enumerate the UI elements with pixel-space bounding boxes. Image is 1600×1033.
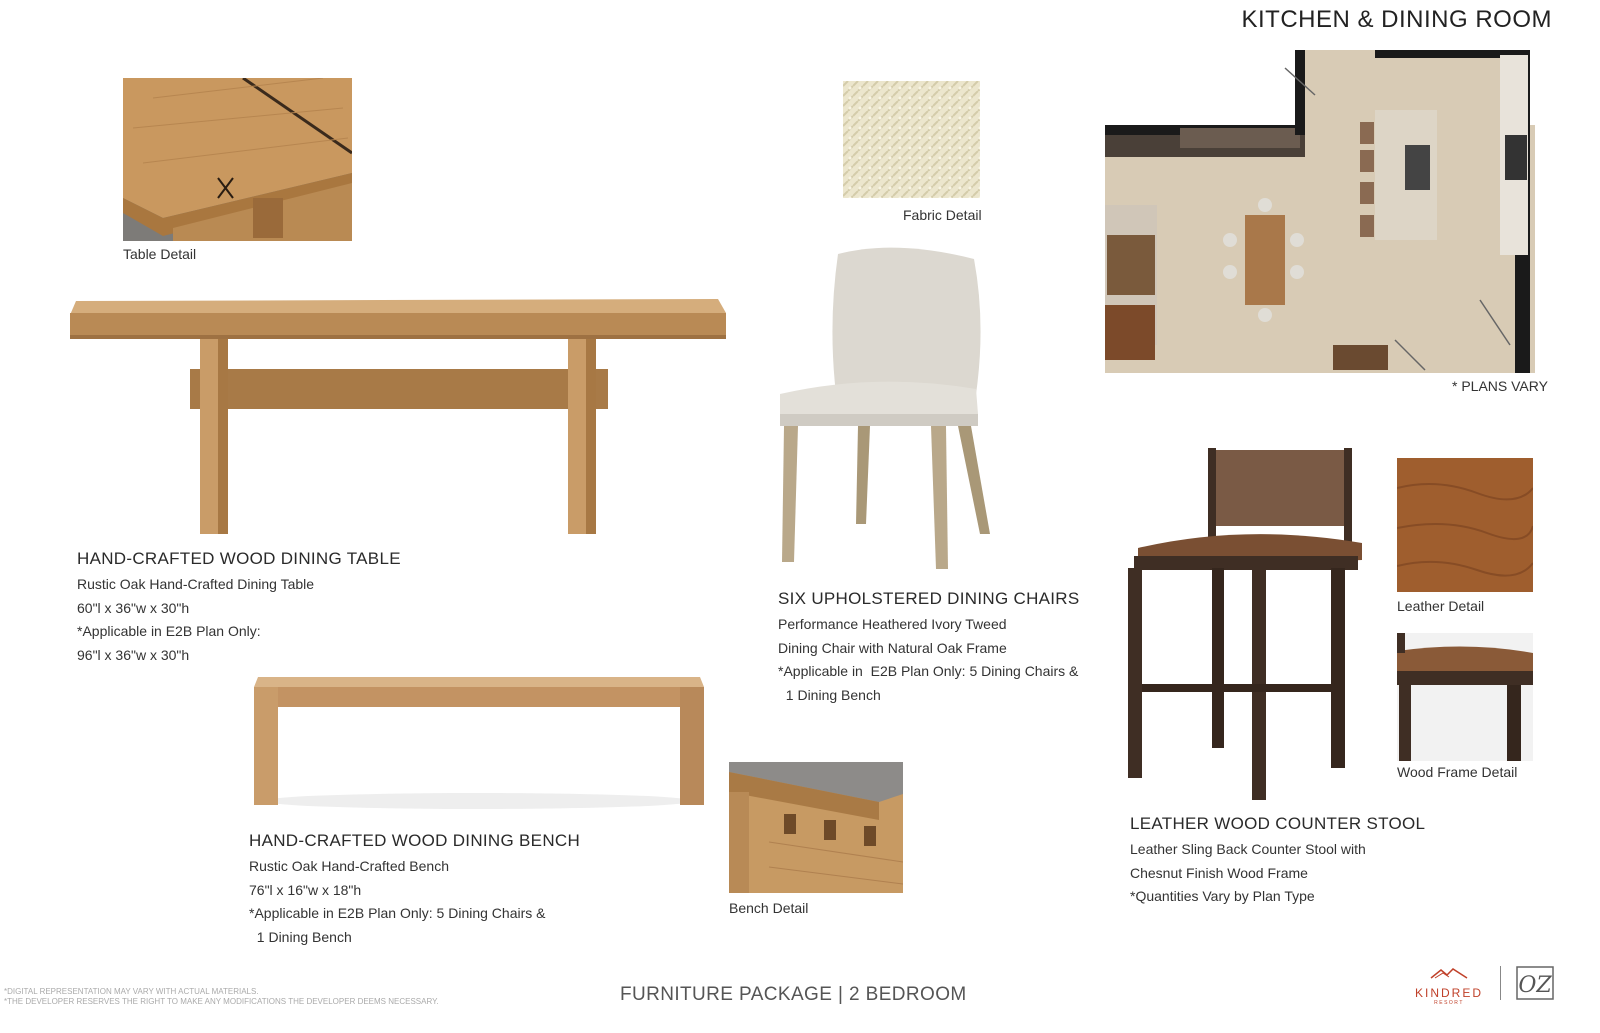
chairs-line: 1 Dining Bench [778,686,881,703]
wood-frame-detail-caption: Wood Frame Detail [1397,764,1518,780]
oz-wordmark: OZ [1518,973,1552,998]
bench-heading: HAND-CRAFTED WOOD DINING BENCH [249,831,581,850]
chairs-heading: SIX UPHOLSTERED DINING CHAIRS [778,589,1080,608]
counter-stool-image [1126,448,1362,800]
footer-title: FURNITURE PACKAGE | 2 BEDROOM [620,984,967,1005]
kindred-sub: RESORT [1434,1000,1464,1006]
chairs-line: *Applicable in E2B Plan Only: 5 Dining Chairs & [778,663,1079,679]
wood-frame-detail-image [1397,633,1533,761]
bench-line: 1 Dining Bench [249,928,352,945]
bench-line: 76"l x 16"w x 18"h [249,881,362,898]
table-line: Rustic Oak Hand-Crafted Dining Table [77,576,315,592]
kindred-wordmark: KINDRED [1414,986,1483,1000]
bench-info [249,831,580,949]
dining-bench-image [252,673,704,813]
chairs-info [778,589,1080,707]
disclaimer [4,987,439,1007]
oz-logo [1516,966,1554,1000]
stool-line: Leather Sling Back Counter Stool with [1130,841,1366,857]
table-info [77,549,401,667]
table-heading: HAND-CRAFTED WOOD DINING TABLE [77,549,401,568]
fabric-detail-image [843,81,980,198]
disclaimer-line: *THE DEVELOPER RESERVES THE RIGHT TO MAKE ANY MODIFICATIONS THE DEVELOPER DEEMS NECESSARY. [4,997,439,1006]
bench-detail-caption: Bench Detail [729,900,809,916]
plans-vary-note: * PLANS VARY [1452,378,1548,394]
stool-line: *Quantities Vary by Plan Type [1130,888,1315,904]
kindred-logo [1414,966,1484,1006]
table-line: *Applicable in E2B Plan Only: [77,623,261,639]
table-detail-image [123,78,352,241]
dining-table-image [68,295,728,540]
stool-info [1130,814,1425,909]
stool-heading: LEATHER WOOD COUNTER STOOL [1130,814,1426,833]
stool-line: Chesnut Finish Wood Frame [1130,864,1308,881]
bench-line: Rustic Oak Hand-Crafted Bench [249,858,449,874]
fabric-detail-caption: Fabric Detail [903,207,982,223]
leather-detail-caption: Leather Detail [1397,598,1485,614]
chairs-line: Dining Chair with Natural Oak Frame [778,639,1007,656]
bench-line: *Applicable in E2B Plan Only: 5 Dining Chairs & [249,905,546,921]
dining-chair-image [776,244,991,576]
table-line: 60"l x 36"w x 30"h [77,599,190,616]
chairs-line: Performance Heathered Ivory Tweed [778,616,1007,632]
leather-detail-image [1397,458,1533,592]
mountain-icon [1429,967,1469,979]
table-line: 96"l x 36"w x 30"h [77,646,190,663]
floor-plan-image [1105,50,1535,373]
bench-detail-image [729,762,903,893]
logo-divider [1500,966,1501,1000]
disclaimer-line: *DIGITAL REPRESENTATION MAY VARY WITH ACTUAL MATERIALS. [4,987,259,996]
table-detail-caption: Table Detail [123,246,197,262]
page-title: KITCHEN & DINING ROOM [1241,6,1552,33]
